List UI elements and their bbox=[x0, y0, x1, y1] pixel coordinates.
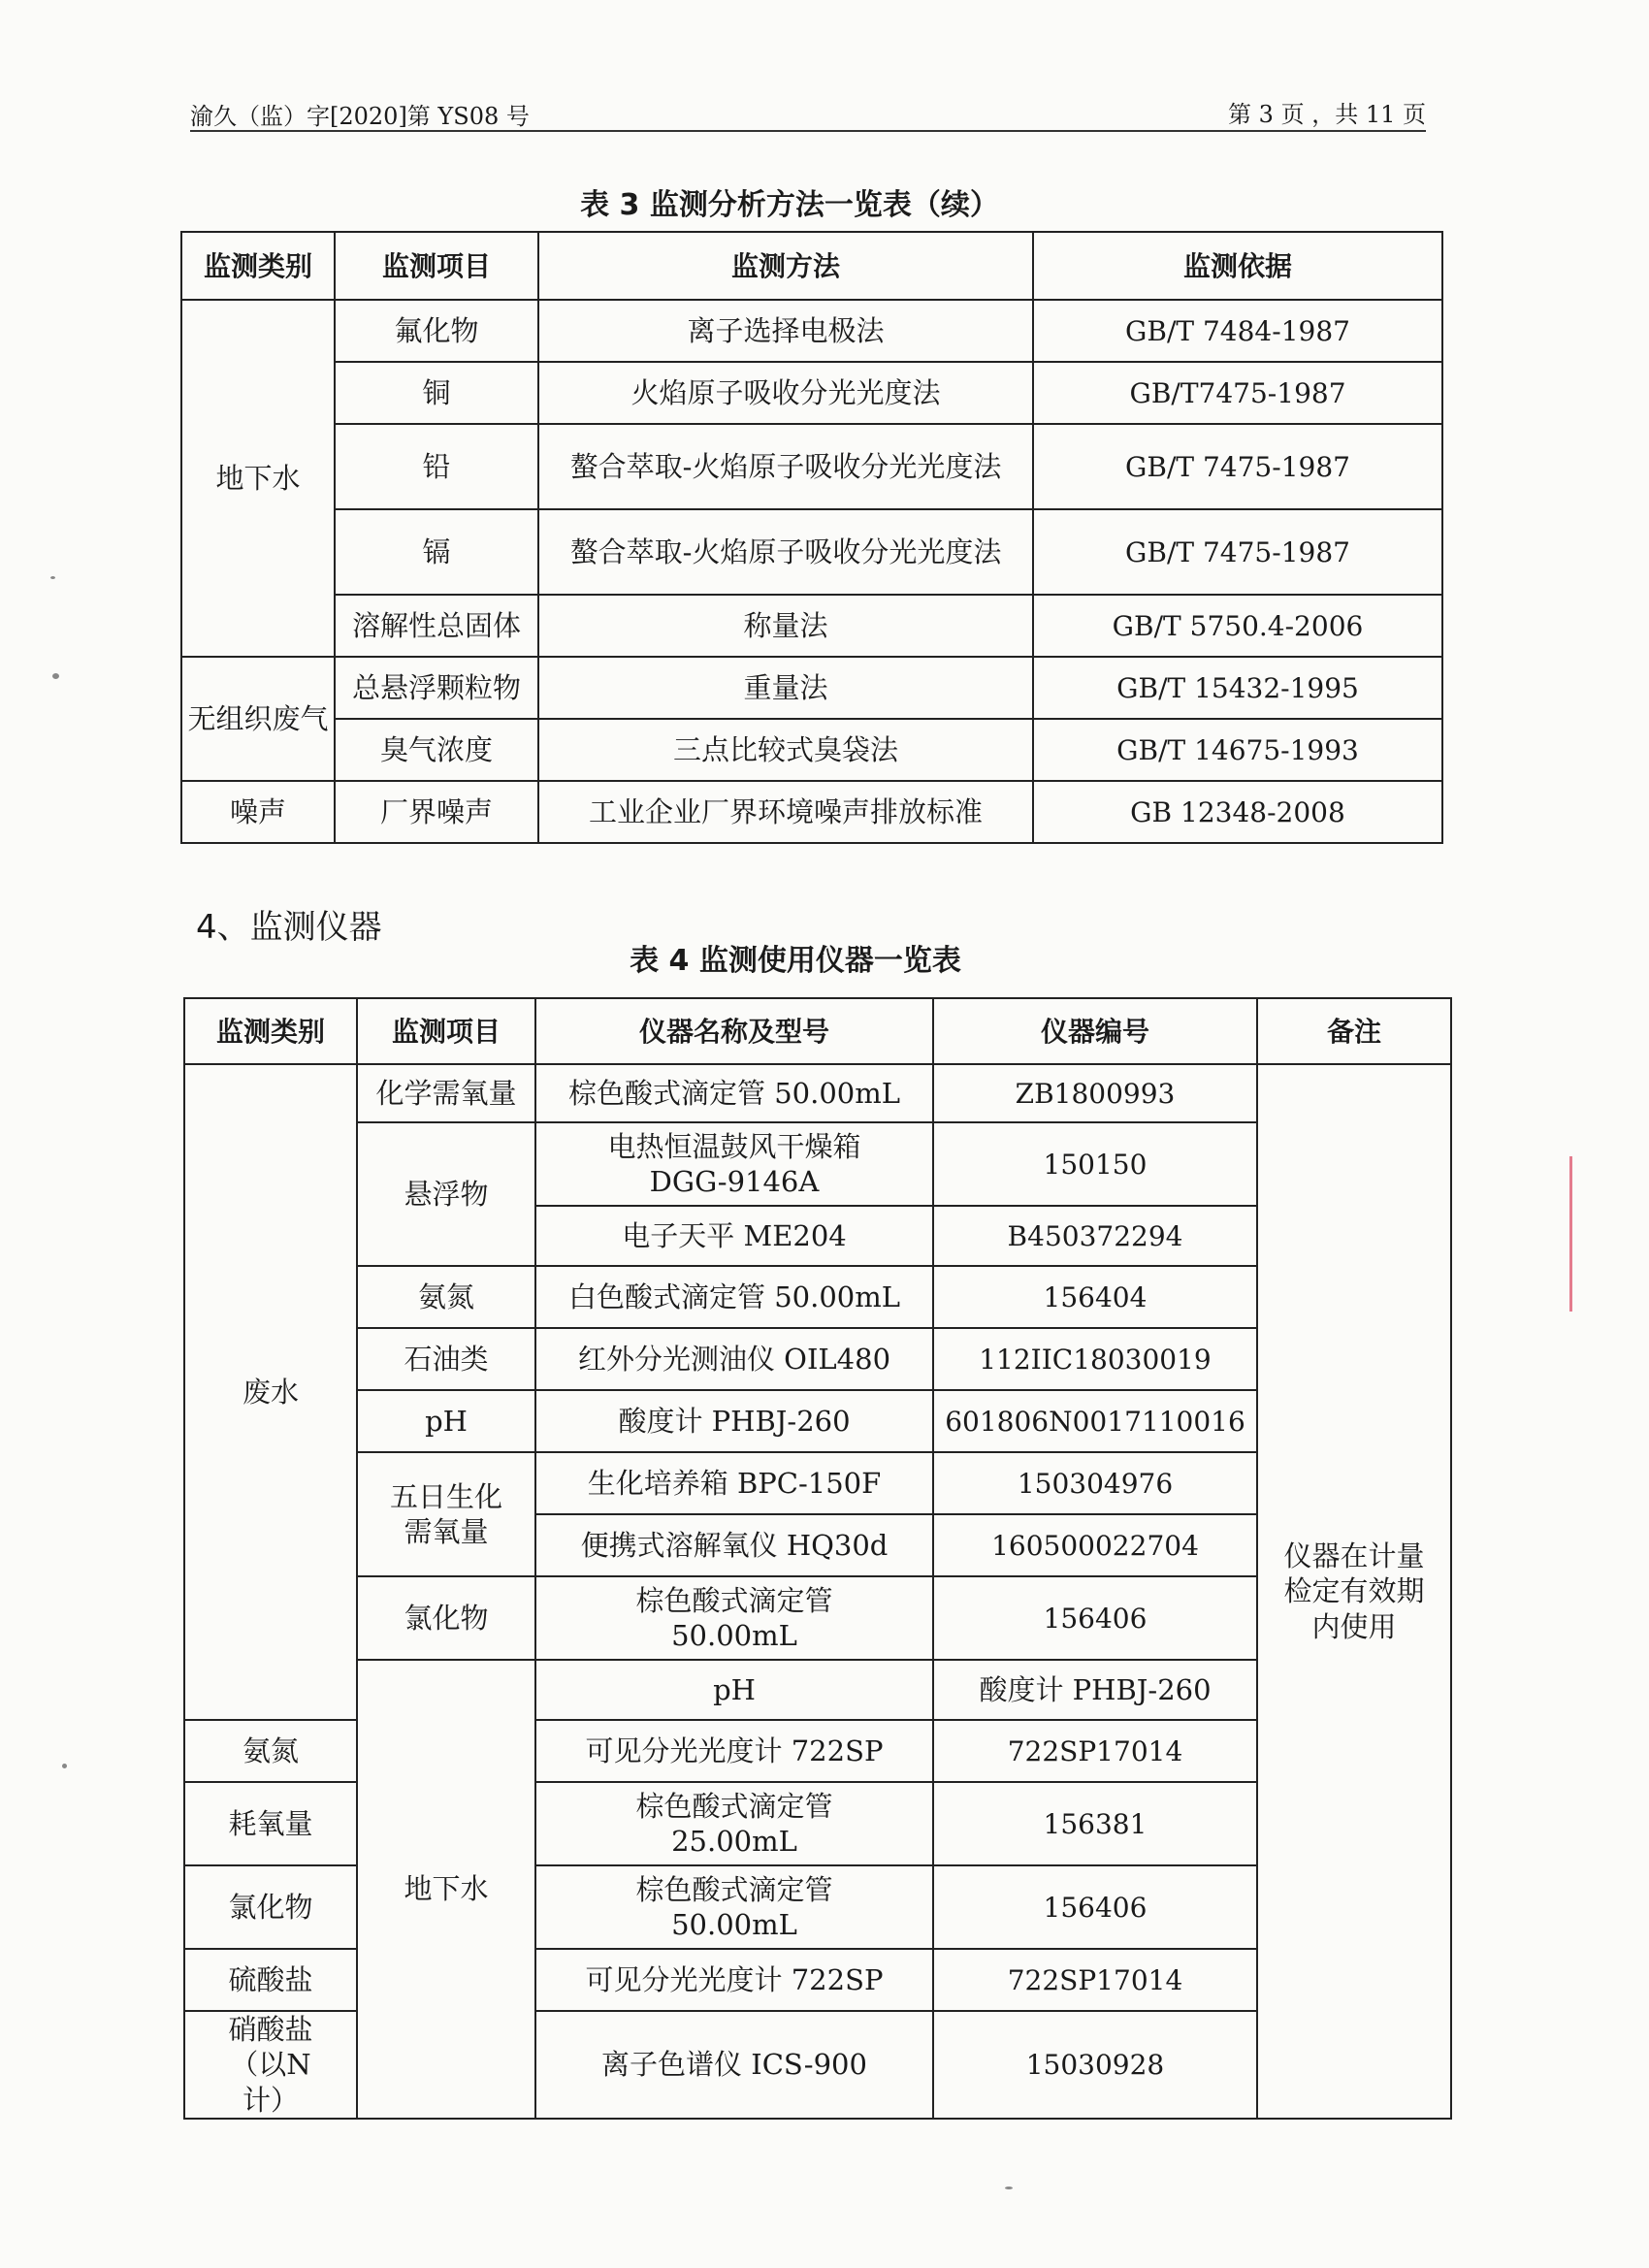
table-row bbox=[181, 719, 1442, 781]
column-header: 备注 bbox=[1257, 998, 1451, 1064]
method-cell: 离子选择电极法 bbox=[538, 300, 1033, 362]
document-number: 渝久（监）字[2020]第 YS08 号 bbox=[190, 103, 530, 130]
table4-title: 表 4 监测使用仪器一览表 bbox=[630, 944, 961, 978]
item-cell: 厂界噪声 bbox=[335, 781, 538, 843]
category-cell: 地下水 bbox=[357, 1660, 535, 2119]
item-cell: 铅 bbox=[335, 424, 538, 509]
number-cell: 156404 bbox=[933, 1266, 1257, 1328]
method-cell: 螯合萃取-火焰原子吸收分光光度法 bbox=[538, 509, 1033, 595]
method-cell: 称量法 bbox=[538, 595, 1033, 657]
column-header: 监测依据 bbox=[1033, 232, 1442, 300]
instrument-cell: 红外分光测油仪 OIL480 bbox=[535, 1328, 933, 1390]
scan-speck bbox=[62, 1764, 67, 1768]
number-cell: 156406 bbox=[933, 1576, 1257, 1660]
table-row bbox=[181, 362, 1442, 424]
column-header: 监测类别 bbox=[184, 998, 357, 1064]
item-cell: 镉 bbox=[335, 509, 538, 595]
method-cell: 工业企业厂界环境噪声排放标准 bbox=[538, 781, 1033, 843]
table-row bbox=[181, 595, 1442, 657]
scan-speck bbox=[50, 576, 55, 579]
item-cell: 总悬浮颗粒物 bbox=[335, 657, 538, 719]
method-cell: 三点比较式臭袋法 bbox=[538, 719, 1033, 781]
number-cell: ZB1800993 bbox=[933, 1064, 1257, 1122]
category-cell: 无组织废气 bbox=[181, 657, 335, 781]
table-row bbox=[181, 509, 1442, 595]
basis-cell: GB 12348-2008 bbox=[1033, 781, 1442, 843]
scan-speck bbox=[52, 673, 59, 679]
number-cell: 150304976 bbox=[933, 1452, 1257, 1514]
number-cell: 160500022704 bbox=[933, 1514, 1257, 1576]
column-header: 监测方法 bbox=[538, 232, 1033, 300]
basis-cell: GB/T 14675-1993 bbox=[1033, 719, 1442, 781]
item-cell: 悬浮物 bbox=[357, 1122, 535, 1266]
method-cell: 火焰原子吸收分光光度法 bbox=[538, 362, 1033, 424]
table3-title: 表 3 监测分析方法一览表（续） bbox=[580, 188, 999, 222]
basis-cell: GB/T 7475-1987 bbox=[1033, 424, 1442, 509]
item-cell: 化学需氧量 bbox=[357, 1064, 535, 1122]
number-cell: B450372294 bbox=[933, 1206, 1257, 1266]
item-cell: 氯化物 bbox=[184, 1865, 357, 1949]
section-heading: 4、监测仪器 bbox=[196, 908, 382, 947]
instrument-cell: 棕色酸式滴定管 50.00mL bbox=[535, 1064, 933, 1122]
instrument-cell: 酸度计 PHBJ-260 bbox=[933, 1660, 1257, 1720]
number-cell: 156406 bbox=[933, 1865, 1257, 1949]
instrument-cell: 离子色谱仪 ICS-900 bbox=[535, 2011, 933, 2119]
item-cell: 石油类 bbox=[357, 1328, 535, 1390]
table-row bbox=[181, 657, 1442, 719]
instrument-cell: 棕色酸式滴定管 25.00mL bbox=[535, 1782, 933, 1865]
instrument-cell: 电子天平 ME204 bbox=[535, 1206, 933, 1266]
instrument-cell: 白色酸式滴定管 50.00mL bbox=[535, 1266, 933, 1328]
basis-cell: GB/T7475-1987 bbox=[1033, 362, 1442, 424]
basis-cell: GB/T 7475-1987 bbox=[1033, 509, 1442, 595]
instrument-cell: 棕色酸式滴定管 50.00mL bbox=[535, 1865, 933, 1949]
instrument-cell: 可见分光光度计 722SP bbox=[535, 1720, 933, 1782]
number-cell: 722SP17014 bbox=[933, 1720, 1257, 1782]
item-cell: 氨氮 bbox=[357, 1266, 535, 1328]
page-header bbox=[190, 93, 1426, 132]
item-cell: 氯化物 bbox=[357, 1576, 535, 1660]
instrument-cell: 棕色酸式滴定管 50.00mL bbox=[535, 1576, 933, 1660]
category-cell: 地下水 bbox=[181, 300, 335, 657]
basis-cell: GB/T 15432-1995 bbox=[1033, 657, 1442, 719]
number-cell: 156381 bbox=[933, 1782, 1257, 1865]
number-cell: 601806N0017110016 bbox=[933, 1390, 1257, 1452]
item-cell: pH bbox=[535, 1660, 933, 1720]
column-header: 监测类别 bbox=[181, 232, 335, 300]
item-cell: 氨氮 bbox=[184, 1720, 357, 1782]
red-stamp-edge bbox=[1569, 1156, 1623, 1312]
method-cell: 螯合萃取-火焰原子吸收分光光度法 bbox=[538, 424, 1033, 509]
method-cell: 重量法 bbox=[538, 657, 1033, 719]
table-row bbox=[181, 424, 1442, 509]
instrument-table bbox=[183, 997, 1452, 2120]
item-cell: pH bbox=[357, 1390, 535, 1452]
instrument-cell: 酸度计 PHBJ-260 bbox=[535, 1390, 933, 1452]
column-header: 监测项目 bbox=[357, 998, 535, 1064]
number-cell: 150150 bbox=[933, 1122, 1257, 1206]
instrument-cell: 便携式溶解氧仪 HQ30d bbox=[535, 1514, 933, 1576]
analysis-method-table bbox=[180, 231, 1443, 844]
category-cell: 噪声 bbox=[181, 781, 335, 843]
column-header: 仪器名称及型号 bbox=[535, 998, 933, 1064]
item-cell: 氟化物 bbox=[335, 300, 538, 362]
basis-cell: GB/T 7484-1987 bbox=[1033, 300, 1442, 362]
column-header: 监测项目 bbox=[335, 232, 538, 300]
instrument-cell: 可见分光光度计 722SP bbox=[535, 1949, 933, 2011]
item-cell: 溶解性总固体 bbox=[335, 595, 538, 657]
item-cell: 臭气浓度 bbox=[335, 719, 538, 781]
category-cell: 废水 bbox=[184, 1064, 357, 1720]
basis-cell: GB/T 5750.4-2006 bbox=[1033, 595, 1442, 657]
table-row bbox=[184, 1064, 1451, 1122]
number-cell: 722SP17014 bbox=[933, 1949, 1257, 2011]
remark-cell: 仪器在计量检定有效期内使用 bbox=[1257, 1064, 1451, 2119]
item-cell: 硫酸盐 bbox=[184, 1949, 357, 2011]
item-cell: 硝酸盐（以N计） bbox=[184, 2011, 357, 2119]
scan-speck bbox=[1005, 2187, 1013, 2189]
instrument-cell: 电热恒温鼓风干燥箱 DGG-9146A bbox=[535, 1122, 933, 1206]
column-header: 仪器编号 bbox=[933, 998, 1257, 1064]
instrument-cell: 生化培养箱 BPC-150F bbox=[535, 1452, 933, 1514]
table-row bbox=[181, 781, 1442, 843]
number-cell: 112IIC18030019 bbox=[933, 1328, 1257, 1390]
page-number: 第 3 页 ，共 11 页 bbox=[1228, 101, 1426, 128]
item-cell: 耗氧量 bbox=[184, 1782, 357, 1865]
item-cell: 铜 bbox=[335, 362, 538, 424]
number-cell: 15030928 bbox=[933, 2011, 1257, 2119]
item-cell: 五日生化需氧量 bbox=[357, 1452, 535, 1576]
table-row bbox=[181, 300, 1442, 362]
